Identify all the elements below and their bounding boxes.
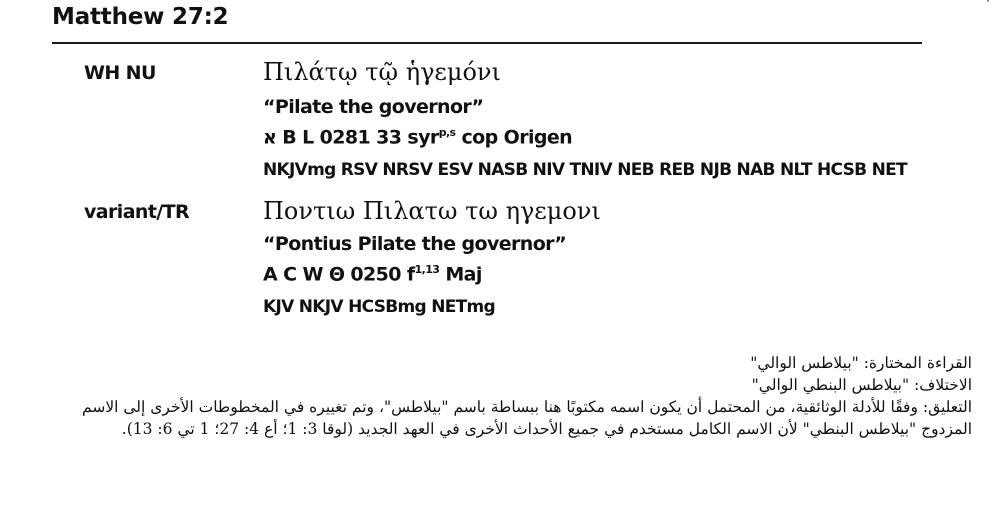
corner-mark: ·: [986, 0, 990, 8]
arabic-variant: الاختلاف: "بيلاطس البنطي الوالي": [751, 376, 972, 394]
english-gloss: “Pilate the governor”: [263, 96, 484, 118]
version-list: KJV NKJV HCSBmg NETmg: [263, 297, 496, 317]
english-gloss: “Pontius Pilate the governor”: [263, 233, 567, 255]
heading-rule: [52, 42, 922, 44]
greek-reading: Ποντιω Πιλατω τω ηγεμονι: [263, 197, 601, 225]
entry-label-wh-nu: WH NU: [84, 62, 156, 84]
arabic-commentary: [52, 352, 972, 440]
arabic-comment: التعليق: وفقًا للأدلة الوثائقية، من المحتمل أن يكون اسمه مكتوبًا هنا ببساطة باسم "بيلاطس"، وتم تغييره في المخطوطات الأخرى إلى الاسم المزدوج "بيلاطس البنطي" لأن الاسم الكامل مستخدم في جميع الأحداث الأخرى في العهد الجديد (لوقا 3: 1؛ أع 4: 27؛ 1 تي 6: 13).: [82, 398, 972, 438]
entry-label-variant-tr: variant/TR: [84, 201, 190, 223]
witness-list-tail: cop Origen: [455, 126, 573, 149]
manuscript-witnesses: [263, 263, 482, 285]
manuscript-witnesses: [263, 126, 572, 148]
greek-reading: Πιλάτῳ τῷ ἡγεμόνι: [263, 58, 501, 86]
witness-superscript: 1,13: [414, 263, 440, 276]
witness-list-tail: Maj: [439, 263, 482, 286]
witness-list: א B L 0281 33 syr: [263, 126, 439, 149]
witness-list: A C W Θ 0250 f: [263, 263, 415, 286]
arabic-chosen-reading: القراءة المختارة: "بيلاطس الوالي": [750, 354, 972, 372]
verse-heading: Matthew 27:2: [52, 4, 229, 30]
version-list: NKJVmg RSV NRSV ESV NASB NIV TNIV NEB REB NJB NAB NLT HCSB NET: [263, 160, 907, 180]
witness-superscript: p,s: [438, 126, 456, 139]
